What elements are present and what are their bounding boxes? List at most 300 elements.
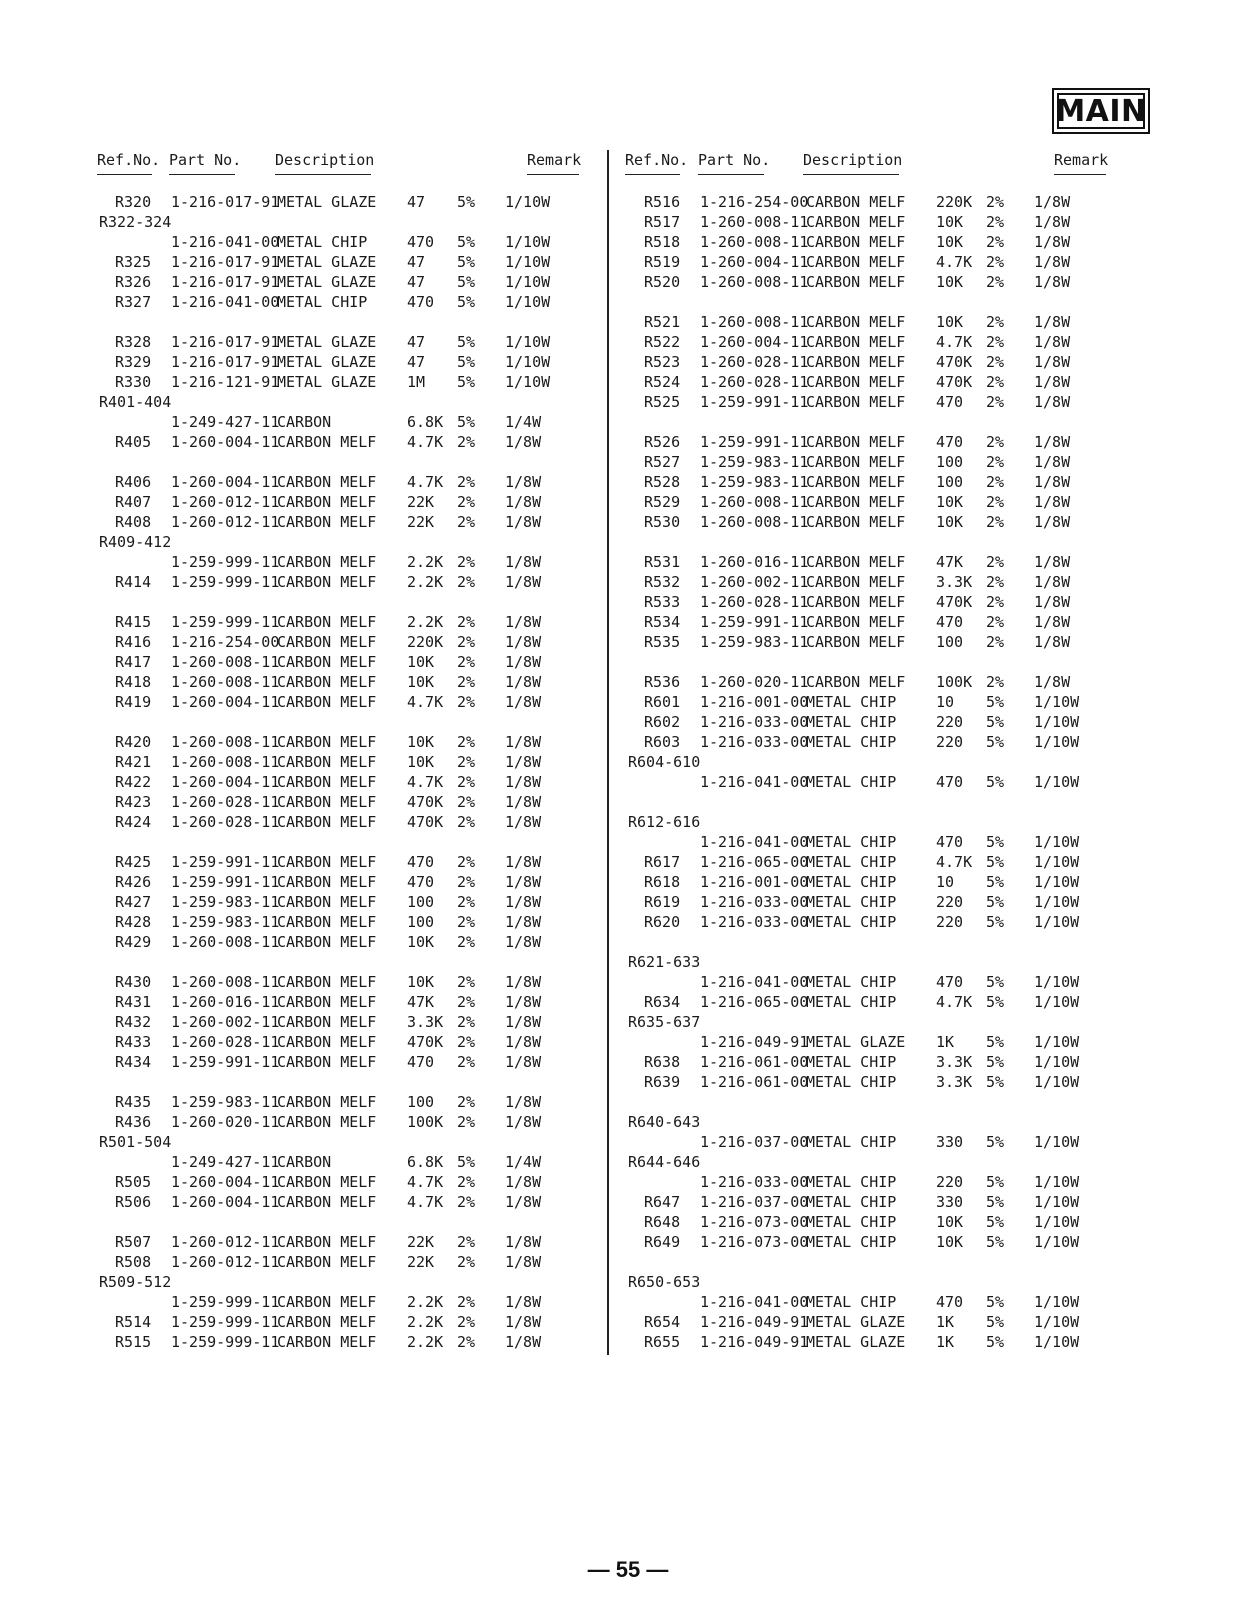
cell-value: 220 bbox=[936, 893, 964, 911]
cell-value: 3.3K bbox=[936, 573, 973, 591]
cell-description: METAL CHIP bbox=[806, 853, 897, 871]
row-spacer bbox=[644, 792, 1164, 812]
cell-part-no: 1-216-254-00 bbox=[171, 633, 280, 651]
cell-tolerance: 5% bbox=[457, 193, 476, 211]
cell-rating: 1/8W bbox=[1034, 673, 1071, 691]
cell-rating: 1/8W bbox=[505, 693, 542, 711]
cell-part-no: 1-259-983-11 bbox=[171, 1093, 280, 1111]
table-row bbox=[115, 1152, 635, 1172]
cell-rating: 1/8W bbox=[505, 573, 542, 591]
cell-tolerance: 2% bbox=[986, 273, 1005, 291]
cell-ref-no: R517 bbox=[644, 213, 681, 231]
cell-part-no: 1-260-008-11 bbox=[171, 733, 280, 751]
cell-ref-no: R420 bbox=[115, 733, 152, 751]
cell-ref-no: R426 bbox=[115, 873, 152, 891]
table-row bbox=[115, 692, 635, 712]
dash-left: — bbox=[587, 1557, 616, 1582]
cell-tolerance: 5% bbox=[986, 1133, 1005, 1151]
cell-ref-no: R520 bbox=[644, 273, 681, 291]
cell-part-no: 1-259-999-11 bbox=[171, 1313, 280, 1331]
page-footer bbox=[0, 1557, 1256, 1583]
cell-tolerance: 2% bbox=[457, 733, 476, 751]
table-row bbox=[115, 1192, 635, 1212]
cell-tolerance: 2% bbox=[457, 613, 476, 631]
cell-tolerance: 2% bbox=[457, 1033, 476, 1051]
cell-tolerance: 5% bbox=[986, 993, 1005, 1011]
table-row bbox=[628, 812, 1164, 832]
cell-description: METAL CHIP bbox=[806, 733, 897, 751]
table-row bbox=[644, 332, 1164, 352]
table-row bbox=[115, 612, 635, 632]
cell-tolerance: 2% bbox=[986, 393, 1005, 411]
table-row bbox=[99, 212, 635, 232]
table-row bbox=[115, 552, 635, 572]
cell-description: METAL CHIP bbox=[806, 1233, 897, 1251]
header-description-right: Description bbox=[803, 151, 903, 169]
table-row bbox=[628, 952, 1164, 972]
cell-description: CARBON MELF bbox=[277, 653, 377, 671]
cell-tolerance: 5% bbox=[457, 1153, 476, 1171]
cell-description: CARBON MELF bbox=[277, 973, 377, 991]
table-row bbox=[115, 1012, 635, 1032]
cell-ref-no: R424 bbox=[115, 813, 152, 831]
cell-rating: 1/8W bbox=[1034, 453, 1071, 471]
cell-description: CARBON MELF bbox=[806, 633, 906, 651]
cell-ref-no: R415 bbox=[115, 613, 152, 631]
cell-ref-no: R425 bbox=[115, 853, 152, 871]
cell-part-no: 1-216-017-91 bbox=[171, 333, 280, 351]
row-spacer bbox=[644, 532, 1164, 552]
cell-description: CARBON MELF bbox=[806, 593, 906, 611]
cell-description: CARBON MELF bbox=[277, 473, 377, 491]
cell-tolerance: 5% bbox=[986, 1233, 1005, 1251]
cell-part-no: 1-260-028-11 bbox=[171, 1033, 280, 1051]
cell-description: CARBON MELF bbox=[277, 433, 377, 451]
cell-rating: 1/8W bbox=[505, 933, 542, 951]
parts-list-right bbox=[628, 192, 1164, 1352]
cell-tolerance: 2% bbox=[986, 553, 1005, 571]
header-underline bbox=[97, 174, 152, 175]
header-description-left: Description bbox=[275, 151, 375, 169]
cell-tolerance: 5% bbox=[986, 713, 1005, 731]
cell-value: 100 bbox=[407, 1093, 435, 1111]
table-row bbox=[644, 272, 1164, 292]
cell-ref-no: R535 bbox=[644, 633, 681, 651]
header-underline bbox=[698, 174, 764, 175]
table-row bbox=[115, 232, 635, 252]
header-underline bbox=[803, 174, 899, 175]
cell-value: 10K bbox=[936, 513, 964, 531]
table-row bbox=[115, 1052, 635, 1072]
cell-part-no: 1-216-073-00 bbox=[700, 1233, 809, 1251]
cell-ref-no: R639 bbox=[644, 1073, 681, 1091]
cell-ref-no: R534 bbox=[644, 613, 681, 631]
cell-ref-no: R640-643 bbox=[628, 1113, 701, 1131]
cell-part-no: 1-216-001-00 bbox=[700, 693, 809, 711]
table-row bbox=[115, 652, 635, 672]
cell-part-no: 1-216-033-00 bbox=[700, 893, 809, 911]
cell-ref-no: R516 bbox=[644, 193, 681, 211]
cell-tolerance: 2% bbox=[457, 1233, 476, 1251]
cell-description: CARBON MELF bbox=[277, 1033, 377, 1051]
cell-value: 470 bbox=[936, 433, 964, 451]
cell-part-no: 1-260-004-11 bbox=[700, 253, 809, 271]
cell-description: METAL GLAZE bbox=[806, 1333, 906, 1351]
cell-tolerance: 5% bbox=[986, 853, 1005, 871]
cell-tolerance: 2% bbox=[457, 1173, 476, 1191]
row-spacer bbox=[644, 412, 1164, 432]
cell-ref-no: R327 bbox=[115, 293, 152, 311]
cell-part-no: 1-259-991-11 bbox=[700, 393, 809, 411]
cell-part-no: 1-216-065-00 bbox=[700, 993, 809, 1011]
cell-part-no: 1-260-028-11 bbox=[700, 353, 809, 371]
table-row bbox=[644, 432, 1164, 452]
cell-rating: 1/8W bbox=[505, 973, 542, 991]
cell-ref-no: R647 bbox=[644, 1193, 681, 1211]
table-row bbox=[628, 1272, 1164, 1292]
cell-tolerance: 5% bbox=[986, 1073, 1005, 1091]
cell-tolerance: 2% bbox=[986, 433, 1005, 451]
cell-rating: 1/8W bbox=[505, 433, 542, 451]
cell-description: CARBON MELF bbox=[277, 1173, 377, 1191]
cell-value: 10K bbox=[936, 493, 964, 511]
cell-ref-no: R422 bbox=[115, 773, 152, 791]
cell-ref-no: R421 bbox=[115, 753, 152, 771]
cell-description: METAL CHIP bbox=[806, 1193, 897, 1211]
cell-rating: 1/8W bbox=[505, 673, 542, 691]
cell-part-no: 1-260-008-11 bbox=[700, 233, 809, 251]
cell-value: 330 bbox=[936, 1193, 964, 1211]
cell-part-no: 1-216-041-00 bbox=[171, 233, 280, 251]
table-row bbox=[644, 712, 1164, 732]
table-row bbox=[644, 512, 1164, 532]
cell-description: CARBON MELF bbox=[806, 393, 906, 411]
cell-ref-no: R419 bbox=[115, 693, 152, 711]
cell-part-no: 1-259-991-11 bbox=[171, 1053, 280, 1071]
cell-part-no: 1-260-004-11 bbox=[700, 333, 809, 351]
table-row bbox=[115, 432, 635, 452]
cell-part-no: 1-260-016-11 bbox=[171, 993, 280, 1011]
cell-tolerance: 2% bbox=[986, 633, 1005, 651]
cell-value: 4.7K bbox=[936, 333, 973, 351]
cell-tolerance: 2% bbox=[986, 233, 1005, 251]
cell-rating: 1/8W bbox=[505, 1293, 542, 1311]
table-row bbox=[115, 272, 635, 292]
cell-rating: 1/8W bbox=[1034, 473, 1071, 491]
cell-part-no: 1-259-983-11 bbox=[700, 473, 809, 491]
cell-value: 47 bbox=[407, 193, 426, 211]
cell-ref-no: R407 bbox=[115, 493, 152, 511]
cell-tolerance: 5% bbox=[986, 1293, 1005, 1311]
cell-description: METAL CHIP bbox=[806, 973, 897, 991]
table-row bbox=[644, 1232, 1164, 1252]
cell-tolerance: 5% bbox=[986, 1193, 1005, 1211]
cell-tolerance: 5% bbox=[986, 893, 1005, 911]
table-row bbox=[644, 392, 1164, 412]
cell-value: 470K bbox=[407, 1033, 444, 1051]
cell-ref-no: R409-412 bbox=[99, 533, 172, 551]
table-row bbox=[644, 852, 1164, 872]
table-row bbox=[644, 832, 1164, 852]
cell-value: 220 bbox=[936, 733, 964, 751]
cell-description: CARBON MELF bbox=[277, 793, 377, 811]
cell-ref-no: R434 bbox=[115, 1053, 152, 1071]
table-row bbox=[628, 752, 1164, 772]
cell-part-no: 1-260-028-11 bbox=[171, 793, 280, 811]
cell-description: CARBON MELF bbox=[277, 553, 377, 571]
table-row bbox=[628, 1012, 1164, 1032]
cell-description: CARBON MELF bbox=[277, 693, 377, 711]
cell-tolerance: 2% bbox=[457, 1313, 476, 1331]
cell-description: METAL CHIP bbox=[806, 833, 897, 851]
cell-tolerance: 2% bbox=[457, 853, 476, 871]
cell-tolerance: 2% bbox=[986, 493, 1005, 511]
cell-description: CARBON MELF bbox=[277, 633, 377, 651]
cell-rating: 1/10W bbox=[1034, 1313, 1080, 1331]
cell-description: METAL GLAZE bbox=[277, 333, 377, 351]
cell-tolerance: 2% bbox=[457, 573, 476, 591]
cell-description: CARBON MELF bbox=[806, 673, 906, 691]
cell-part-no: 1-216-041-00 bbox=[171, 293, 280, 311]
header-part-no-left: Part No. bbox=[169, 151, 242, 169]
cell-ref-no: R428 bbox=[115, 913, 152, 931]
cell-tolerance: 5% bbox=[986, 1333, 1005, 1351]
cell-tolerance: 2% bbox=[457, 893, 476, 911]
table-row bbox=[644, 1332, 1164, 1352]
cell-value: 2.2K bbox=[407, 613, 444, 631]
cell-value: 470 bbox=[936, 833, 964, 851]
table-row bbox=[644, 232, 1164, 252]
table-row bbox=[115, 852, 635, 872]
row-spacer bbox=[115, 712, 635, 732]
cell-ref-no: R635-637 bbox=[628, 1013, 701, 1031]
cell-value: 10K bbox=[936, 273, 964, 291]
cell-rating: 1/10W bbox=[505, 253, 551, 271]
table-row bbox=[115, 1292, 635, 1312]
cell-description: METAL CHIP bbox=[806, 693, 897, 711]
table-row bbox=[99, 1272, 635, 1292]
table-row bbox=[644, 552, 1164, 572]
cell-ref-no: R418 bbox=[115, 673, 152, 691]
table-row bbox=[644, 732, 1164, 752]
cell-rating: 1/10W bbox=[1034, 1073, 1080, 1091]
table-row bbox=[115, 912, 635, 932]
cell-part-no: 1-259-999-11 bbox=[171, 573, 280, 591]
cell-value: 100K bbox=[407, 1113, 444, 1131]
table-row bbox=[644, 252, 1164, 272]
cell-description: CARBON MELF bbox=[277, 993, 377, 1011]
cell-rating: 1/8W bbox=[1034, 333, 1071, 351]
table-row bbox=[644, 212, 1164, 232]
cell-value: 2.2K bbox=[407, 1293, 444, 1311]
table-row bbox=[115, 192, 635, 212]
cell-ref-no: R435 bbox=[115, 1093, 152, 1111]
cell-tolerance: 5% bbox=[457, 353, 476, 371]
cell-ref-no: R638 bbox=[644, 1053, 681, 1071]
cell-description: CARBON MELF bbox=[806, 313, 906, 331]
cell-tolerance: 2% bbox=[457, 553, 476, 571]
cell-description: CARBON MELF bbox=[806, 213, 906, 231]
cell-rating: 1/10W bbox=[1034, 733, 1080, 751]
cell-description: CARBON MELF bbox=[277, 1093, 377, 1111]
cell-description: CARBON MELF bbox=[277, 1253, 377, 1271]
cell-part-no: 1-216-041-00 bbox=[700, 973, 809, 991]
cell-ref-no: R621-633 bbox=[628, 953, 701, 971]
cell-rating: 1/8W bbox=[505, 613, 542, 631]
cell-value: 1K bbox=[936, 1333, 955, 1351]
cell-description: METAL CHIP bbox=[806, 773, 897, 791]
cell-ref-no: R326 bbox=[115, 273, 152, 291]
cell-value: 47K bbox=[936, 553, 964, 571]
cell-description: METAL CHIP bbox=[806, 1173, 897, 1191]
cell-part-no: 1-260-028-11 bbox=[700, 373, 809, 391]
cell-rating: 1/8W bbox=[1034, 193, 1071, 211]
cell-value: 1M bbox=[407, 373, 426, 391]
cell-ref-no: R526 bbox=[644, 433, 681, 451]
header-underline bbox=[1054, 174, 1106, 175]
cell-value: 100 bbox=[936, 633, 964, 651]
cell-tolerance: 2% bbox=[457, 1193, 476, 1211]
cell-ref-no: R527 bbox=[644, 453, 681, 471]
cell-value: 10K bbox=[936, 1213, 964, 1231]
cell-value: 2.2K bbox=[407, 573, 444, 591]
cell-rating: 1/10W bbox=[1034, 893, 1080, 911]
cell-tolerance: 5% bbox=[986, 833, 1005, 851]
table-row bbox=[115, 1312, 635, 1332]
cell-ref-no: R414 bbox=[115, 573, 152, 591]
cell-value: 4.7K bbox=[407, 433, 444, 451]
cell-ref-no: R650-653 bbox=[628, 1273, 701, 1291]
cell-value: 3.3K bbox=[936, 1073, 973, 1091]
cell-tolerance: 5% bbox=[986, 693, 1005, 711]
cell-rating: 1/8W bbox=[505, 513, 542, 531]
table-row bbox=[115, 632, 635, 652]
cell-ref-no: R649 bbox=[644, 1233, 681, 1251]
cell-part-no: 1-216-049-91 bbox=[700, 1033, 809, 1051]
cell-description: CARBON MELF bbox=[277, 753, 377, 771]
cell-ref-no: R603 bbox=[644, 733, 681, 751]
cell-part-no: 1-260-008-11 bbox=[171, 933, 280, 951]
cell-value: 220K bbox=[407, 633, 444, 651]
cell-tolerance: 2% bbox=[457, 913, 476, 931]
cell-part-no: 1-260-012-11 bbox=[171, 1253, 280, 1271]
cell-description: CARBON MELF bbox=[806, 613, 906, 631]
cell-description: CARBON MELF bbox=[806, 473, 906, 491]
cell-rating: 1/8W bbox=[505, 1113, 542, 1131]
cell-rating: 1/8W bbox=[1034, 593, 1071, 611]
cell-part-no: 1-216-065-00 bbox=[700, 853, 809, 871]
table-row bbox=[628, 1112, 1164, 1132]
cell-description: CARBON bbox=[277, 413, 332, 431]
cell-part-no: 1-216-033-00 bbox=[700, 1173, 809, 1191]
cell-tolerance: 5% bbox=[986, 1213, 1005, 1231]
cell-ref-no: R429 bbox=[115, 933, 152, 951]
cell-part-no: 1-259-991-11 bbox=[171, 873, 280, 891]
cell-rating: 1/10W bbox=[1034, 1293, 1080, 1311]
cell-part-no: 1-216-254-00 bbox=[700, 193, 809, 211]
cell-tolerance: 2% bbox=[457, 493, 476, 511]
row-spacer bbox=[644, 292, 1164, 312]
cell-value: 100 bbox=[407, 913, 435, 931]
table-row bbox=[644, 672, 1164, 692]
cell-rating: 1/8W bbox=[505, 1333, 542, 1351]
cell-part-no: 1-259-983-11 bbox=[171, 913, 280, 931]
cell-value: 4.7K bbox=[936, 253, 973, 271]
table-row bbox=[115, 1232, 635, 1252]
cell-value: 4.7K bbox=[407, 773, 444, 791]
cell-rating: 1/10W bbox=[1034, 1213, 1080, 1231]
cell-part-no: 1-260-004-11 bbox=[171, 433, 280, 451]
table-row bbox=[115, 892, 635, 912]
table-row bbox=[115, 472, 635, 492]
cell-rating: 1/8W bbox=[505, 753, 542, 771]
cell-rating: 1/10W bbox=[1034, 833, 1080, 851]
cell-description: CARBON MELF bbox=[806, 493, 906, 511]
cell-part-no: 1-259-983-11 bbox=[700, 633, 809, 651]
cell-value: 10 bbox=[936, 693, 955, 711]
cell-rating: 1/8W bbox=[505, 793, 542, 811]
table-row bbox=[99, 532, 635, 552]
table-row bbox=[644, 912, 1164, 932]
cell-ref-no: R432 bbox=[115, 1013, 152, 1031]
cell-part-no: 1-260-012-11 bbox=[171, 493, 280, 511]
cell-part-no: 1-260-008-11 bbox=[700, 273, 809, 291]
section-badge-label: MAIN bbox=[1055, 93, 1147, 129]
cell-description: METAL CHIP bbox=[277, 233, 368, 251]
table-row bbox=[644, 1172, 1164, 1192]
cell-ref-no: R612-616 bbox=[628, 813, 701, 831]
cell-value: 4.7K bbox=[407, 473, 444, 491]
cell-value: 10 bbox=[936, 873, 955, 891]
table-row bbox=[115, 1332, 635, 1352]
cell-description: CARBON MELF bbox=[277, 673, 377, 691]
cell-rating: 1/10W bbox=[505, 373, 551, 391]
cell-tolerance: 2% bbox=[986, 353, 1005, 371]
cell-description: CARBON MELF bbox=[277, 733, 377, 751]
cell-rating: 1/10W bbox=[1034, 773, 1080, 791]
cell-rating: 1/8W bbox=[505, 473, 542, 491]
cell-value: 470K bbox=[936, 593, 973, 611]
cell-value: 47 bbox=[407, 353, 426, 371]
cell-ref-no: R529 bbox=[644, 493, 681, 511]
table-row bbox=[644, 1072, 1164, 1092]
cell-value: 470 bbox=[407, 873, 435, 891]
cell-part-no: 1-260-004-11 bbox=[171, 693, 280, 711]
cell-value: 100K bbox=[936, 673, 973, 691]
cell-tolerance: 2% bbox=[457, 773, 476, 791]
table-row bbox=[644, 592, 1164, 612]
table-row bbox=[644, 192, 1164, 212]
cell-description: CARBON MELF bbox=[277, 493, 377, 511]
table-row bbox=[644, 1292, 1164, 1312]
cell-description: CARBON MELF bbox=[277, 573, 377, 591]
header-remark-left: Remark bbox=[527, 151, 582, 169]
cell-rating: 1/8W bbox=[505, 873, 542, 891]
cell-part-no: 1-259-991-11 bbox=[700, 433, 809, 451]
cell-part-no: 1-216-033-00 bbox=[700, 913, 809, 931]
cell-description: CARBON MELF bbox=[806, 233, 906, 251]
cell-value: 10K bbox=[407, 933, 435, 951]
row-spacer bbox=[644, 1092, 1164, 1112]
cell-value: 4.7K bbox=[936, 993, 973, 1011]
table-row bbox=[115, 992, 635, 1012]
cell-value: 470 bbox=[936, 773, 964, 791]
cell-tolerance: 2% bbox=[457, 513, 476, 531]
cell-tolerance: 2% bbox=[457, 1113, 476, 1131]
cell-rating: 1/10W bbox=[505, 273, 551, 291]
cell-part-no: 1-260-008-11 bbox=[700, 493, 809, 511]
cell-description: CARBON MELF bbox=[806, 513, 906, 531]
